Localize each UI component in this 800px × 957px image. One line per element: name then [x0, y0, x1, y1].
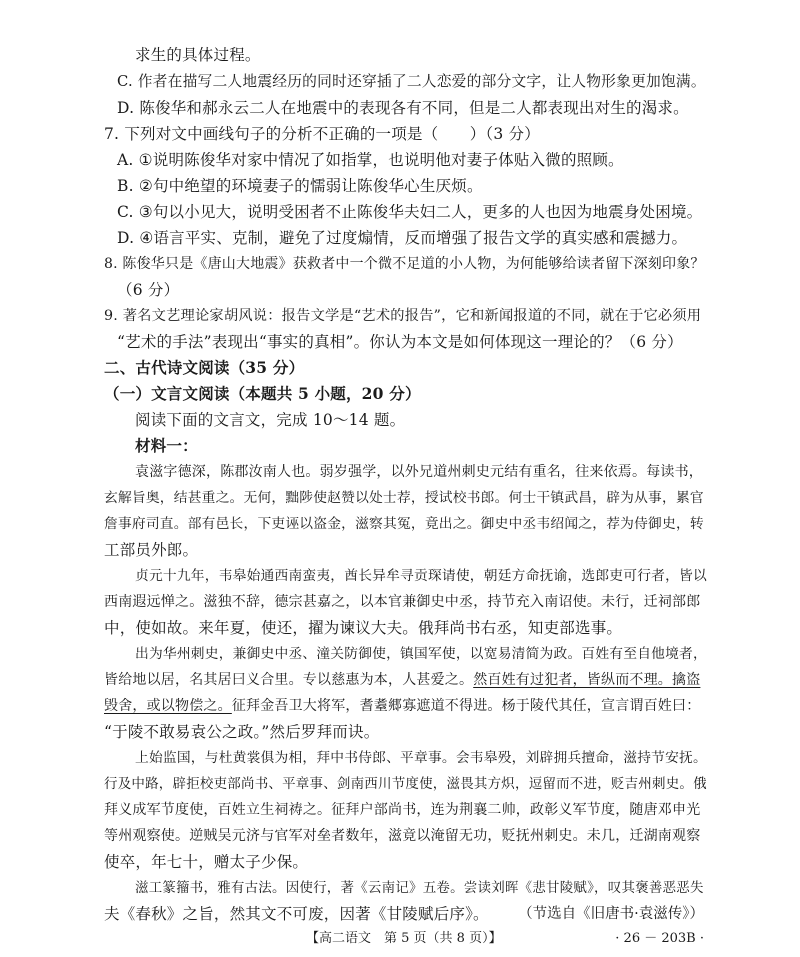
question-8-score: （6 分） — [117, 281, 180, 299]
passage-line: 夫《春秋》之旨，然其文不可废，因著《甘陵赋后序》。 — [104, 905, 489, 923]
passage-line: 上始监国，与杜黄裳俱为相，拜中书侍郎、平章事。会韦皋殁，刘辟拥兵擅命，滋持节安抚。 — [135, 750, 707, 766]
passage-line-underlined: 毁舍，或以物偿之。征拜金吾卫大将军，耆耋郷寡遮道不得进。杨于陵代其任，宣言谓百姓曰： — [104, 698, 701, 714]
passage-line: 拜义成军节度使，百姓立生祠祷之。征拜户部尚书，连为荆襄二帅，政彰义军节度，随唐邓申光 — [104, 802, 701, 818]
option-c: C. ③句以小见大，说明受困者不止陈俊华夫妇二人，更多的人也因为地震身处困境。 — [117, 203, 703, 221]
option-d: D. 陈俊华和郝永云二人在地震中的表现各有不同，但是二人都表现出对生的渴求。 — [117, 99, 689, 117]
question-7: 7. 下列对文中画线句子的分析不正确的一项是（ ）（3 分） — [104, 125, 540, 143]
passage-line: 工部员外郎。 — [104, 541, 199, 559]
option-d: D. ④语言平实、克制，避免了过度煽情，反而增强了报告文学的真实感和震撼力。 — [117, 229, 688, 247]
underlined-sentence: 然百姓有过犯者，皆纵而不理。擒盗 — [473, 672, 701, 688]
underlined-sentence: 毁舍，或以物偿之。 — [104, 698, 232, 714]
passage-line: “于陵不敢易袁公之政。”然后罗拜而诀。 — [104, 723, 380, 741]
passage-source: （节选自《旧唐书·袁滋传》） — [518, 906, 704, 922]
section-heading: 二、古代诗文阅读（35 分） — [104, 358, 305, 377]
text-line: 求生的具体过程。 — [135, 46, 261, 64]
page-footer — [0, 929, 800, 949]
passage-line: 中，使如故。来年夏，使还，擢为谏议大夫。俄拜尚书右丞，知吏部选事。 — [104, 619, 623, 637]
option-c: C. 作者在描写二人地震经历的同时还穿插了二人恋爱的部分文字，让人物形象更加饱满。 — [117, 73, 706, 90]
passage-line: 行及中路，辟拒校吏部尚书、平章事、剑南西川节度使，滋畏其方炽，逗留而不进，贬吉州刺史。俄 — [104, 776, 707, 792]
instruction: 阅读下面的文言文，完成 10～14 题。 — [135, 411, 406, 429]
question-9-cont: “艺术的手法”表现出“事实的真相”。你认为本文是如何体现这一理论的？（6 分） — [117, 333, 683, 351]
footer-page-info: 【高二语文 第 5 页（共 8 页）】 — [306, 931, 502, 946]
question-8: 8. 陈俊华只是《唐山大地震》获救者中一个微不足道的小人物，为何能够给读者留下深刻印象？ — [104, 256, 705, 272]
footer-code: · 26 － 203B · — [615, 931, 704, 946]
passage-line: 玄解旨奥，结甚重之。无何，黜陟使赵赞以处士荐，授试校书郎。何士干镇武昌，辟为从事，累官 — [104, 490, 704, 506]
passage-line: 詹事府司直。部有邑长，下吏诬以盗金，滋察其冤，竟出之。御史中丞韦绍闻之，荐为侍御史，转 — [104, 516, 704, 532]
option-b: B. ②句中绝望的环境妻子的懦弱让陈俊华心生厌烦。 — [117, 177, 483, 195]
option-a: A. ①说明陈俊华对家中情况了如指掌，也说明他对妻子体贴入微的照顾。 — [117, 151, 624, 169]
subsection-heading: （一）文言文阅读（本题共 5 小题，20 分） — [104, 384, 421, 403]
passage-line: 袁滋字德深，陈郡汝南人也。弱岁强学，以外兄道州刺史元结有重名，往来依焉。每读书， — [135, 464, 703, 480]
passage-line-underlined: 皆给地以居，名其居曰义合里。专以慈惠为本，人甚爱之。然百姓有过犯者，皆纵而不理。擒盗 — [104, 672, 701, 688]
material-label: 材料一： — [135, 436, 198, 455]
passage-line: 使卒，年七十，赠太子少保。 — [104, 853, 309, 871]
passage-line: 西南遐远惮之。滋独不辞，德宗甚嘉之，以本官兼御史中丞，持节充入南诏使。未行，迁祠部郎 — [104, 594, 701, 610]
passage-line: 滋工篆籀书，雅有古法。因使行，著《云南记》五卷。尝读刘晖《悲甘陵赋》，叹其褒善恶恶失 — [135, 880, 704, 896]
passage-line: 等州观察使。逆贼吴元济与官军对垒者数年，滋竟以淹留无功，贬抚州刺史。未几，迁湖南观察 — [104, 828, 701, 844]
passage-line: 出为华州刺史，兼御史中丞、潼关防御使，镇国军使，以宽易清简为政。百姓有至自他境者， — [135, 646, 707, 662]
passage-line: 贞元十九年，韦皋始通西南蛮夷，酋长异牟寻贡琛请使，朝廷方命抚谕，选郎吏可行者，皆以 — [135, 568, 707, 584]
question-9: 9. 著名文艺理论家胡风说：报告文学是“艺术的报告”，它和新闻报道的不同，就在于它必须用 — [104, 308, 702, 324]
